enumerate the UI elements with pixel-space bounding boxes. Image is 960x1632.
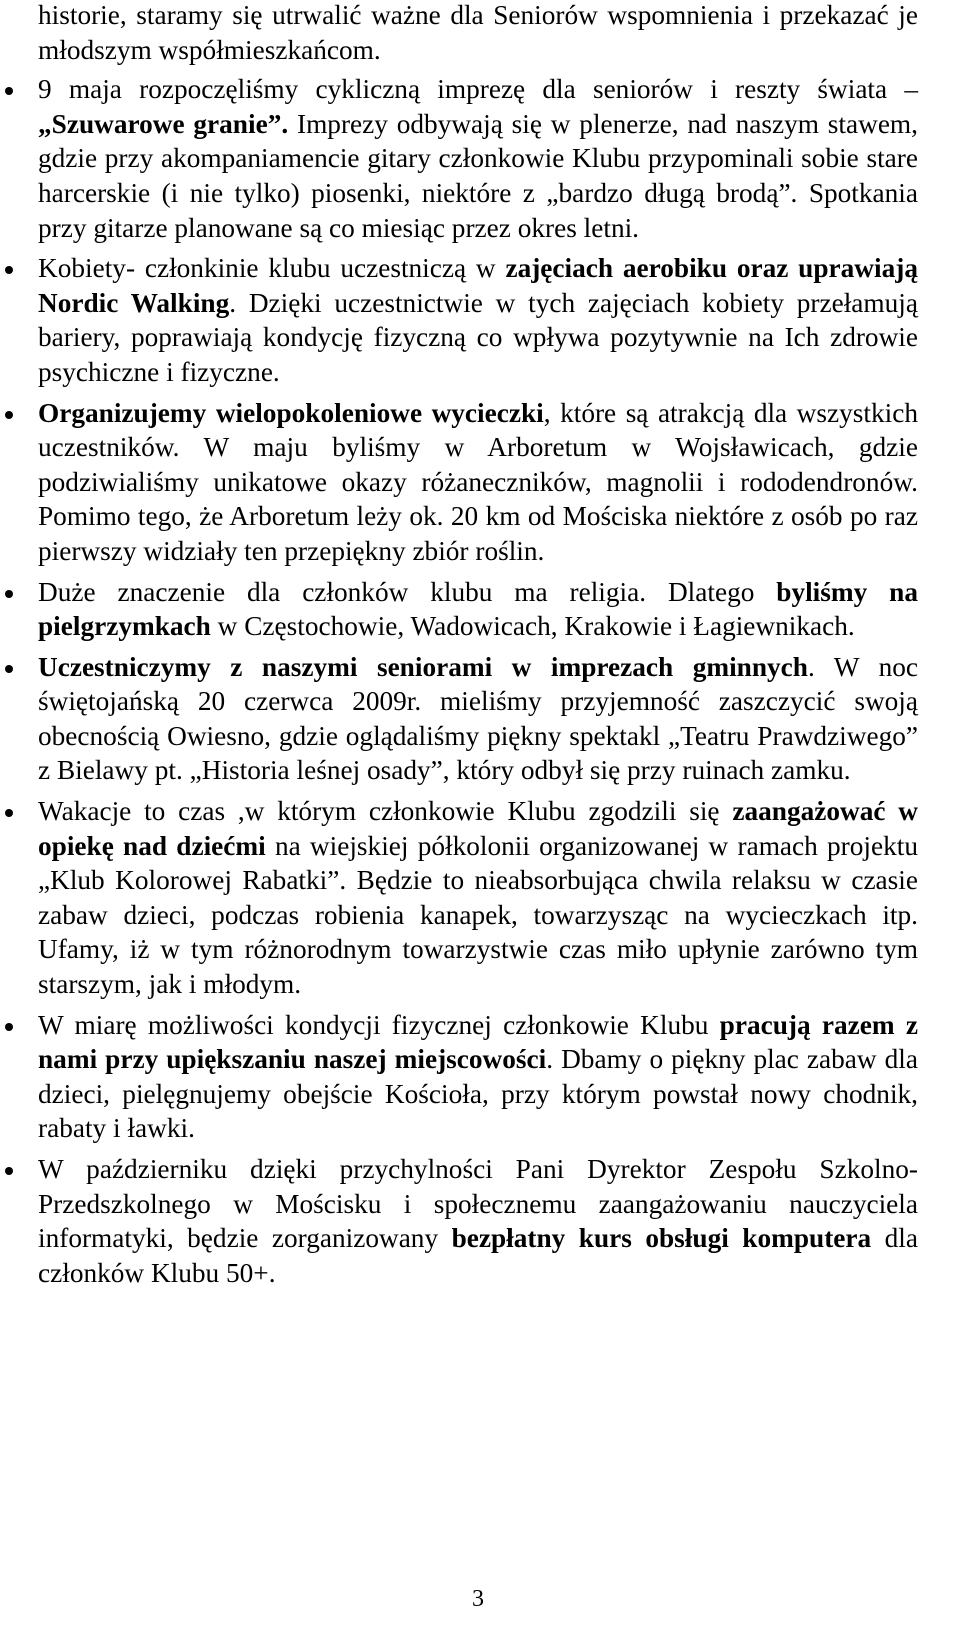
bullet-list <box>38 72 918 1290</box>
text-segment: W październiku dzięki przychylności Pani Dyrektor Zespołu Szkolno-Przedszkolnego w Mościsku i społecznemu zaangażowaniu nauczyciela informatyki, będzie zorganizowany <box>38 1154 918 1254</box>
text-segment: w Częstochowie, Wadowicach, Krakowie i Łagiewnikach. <box>210 611 855 642</box>
bold-text-segment: Organizujemy wielopokoleniowe wycieczki <box>38 397 544 428</box>
bullet-dot-icon <box>5 809 13 817</box>
bullet-item-4 <box>38 575 918 644</box>
text-segment: 9 maja rozpoczęliśmy cykliczną imprezę dla seniorów i reszty świata – <box>38 74 918 105</box>
bold-text-segment: Uczestniczymy z naszymi seniorami w imprezach gminnych <box>38 651 808 682</box>
document-page <box>38 0 918 1296</box>
bullet-item-2 <box>38 251 918 389</box>
bullet-item-8 <box>38 1152 918 1290</box>
text-segment: . Dzięki uczestnictwie w tych zajęciach kobiety przełamują bariery, poprawiają kondycję fizyczną co wpływa pozytywnie na Ich zdrowie psychiczne i fizyczne. <box>38 287 919 387</box>
text-segment: Kobiety- członkinie klubu uczestniczą w <box>38 253 506 284</box>
text-segment: Imprezy odbywają się w plenerze, nad naszym stawem, gdzie przy akompaniamencie gitary członkowie Klubu przypominali sobie stare harcerskie (i nie tylko) piosenki, niektóre z „bardzo długą brodą”. Spotkania przy gitarze planowane są co miesiąc przez okres letni. <box>38 108 918 243</box>
bullet-dot-icon <box>5 1167 13 1175</box>
bold-text-segment: bezpłatny kurs obsługi komputera <box>451 1223 872 1254</box>
bullet-item-5 <box>38 650 918 788</box>
text-segment: , które są atrakcją dla wszystkich uczestników. W maju byliśmy w Arboretum w Wojsławicach, gdzie podziwialiśmy unikatowe okazy różaneczników, magnolii i rododendronów. Pomimo tego, że Arboretum leży ok. 20 km od Mościska niektóre z osób po raz pierwszy widziały ten przepiękny zbiór roślin. <box>38 397 918 566</box>
bullet-item-6 <box>38 794 918 1002</box>
bullet-dot-icon <box>5 266 13 274</box>
bold-text-segment: pracują razem z nami przy upiększaniu naszej miejscowości <box>38 1009 918 1075</box>
text-segment: Duże znaczenie dla członków klubu ma religia. Dlatego <box>38 576 777 607</box>
text-segment: W miarę możliwości kondycji fizycznej członkowie Klubu <box>38 1009 720 1040</box>
bullet-dot-icon <box>5 665 13 673</box>
bullet-dot-icon <box>5 590 13 598</box>
bold-text-segment: zajęciach aerobiku oraz uprawiają Nordic Walking <box>38 253 918 318</box>
bold-text-segment: byliśmy na pielgrzymkach <box>38 576 918 642</box>
text-segment: . W noc świętojańską 20 czerwca 2009r. mieliśmy przyjemność zaszczycić swoją obecnością Owiesno, gdzie oglądaliśmy piękny spektakl „Teatru Prawdziwego” z Bielawy pt. „Historia leśnej osady”, który odbył się przy ruinach zamku. <box>38 651 918 786</box>
bullet-dot-icon <box>5 411 13 419</box>
bullet-dot-icon <box>5 87 13 95</box>
bullet-dot-icon <box>5 1023 13 1031</box>
text-segment: dla członków Klubu 50+. <box>38 1223 918 1288</box>
page-number: 3 <box>472 1586 484 1612</box>
bullet-item-7 <box>38 1008 918 1146</box>
bullet-item-3 <box>38 396 918 569</box>
continuation-paragraph: historie, staramy się utrwalić ważne dla Seniorów wspomnienia i przekazać je młodszym współmieszkańcom. <box>38 0 918 65</box>
bold-text-segment: „Szuwarowe granie”. <box>38 108 289 139</box>
bold-text-segment: zaangażować w opiekę nad dziećmi <box>38 796 918 861</box>
text-segment: . Dbamy o piękny plac zabaw dla dzieci, pielęgnujemy obejście Kościoła, przy którym powstał nowy chodnik, rabaty i ławki. <box>38 1044 919 1144</box>
text-segment: Wakacje to czas ,w którym członkowie Klubu zgodzili się <box>38 796 733 827</box>
bullet-item-1 <box>38 72 918 245</box>
text-segment: na wiejskiej półkolonii organizowanej w ramach projektu „Klub Kolorowej Rabatki”. Będzie to nieabsorbująca chwila relaksu w czasie zabaw dzieci, podczas robienia kanapek, towarzysząc na wycieczkach itp. Ufamy, iż w tym różnorodnym towarzystwie czas miło upłynie zarówno tym starszym, jak i młodym. <box>38 830 918 1000</box>
